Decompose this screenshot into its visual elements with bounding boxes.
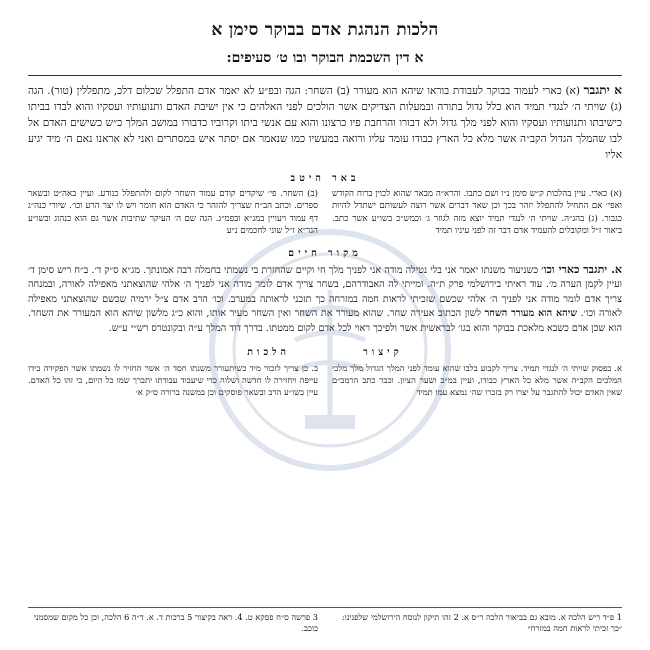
heading-halachot: הלכות — [247, 346, 291, 358]
beer-heitev-col-right: (א) כארי. עיין בהלכות ק״ש סימן נ״ו ושם כתבו. והרא״ה מבאר שהוא לכוין ברוח הקודש ואפי׳ אם התחיל להתפלל יזהר בכך וכן שאר דברים אשר רוצה לעשותם ישתדל להיות כגבור. (ג) בהג״ה. שויתי ה׳ לנגדי תמיד יוצא מזה לגוזר ג׳ וכמש״כ בשו״ע אשר כתב. ביאור ז״ל ומקובלים להעמיד אדם דבר זה לפני עיניו תמיד — [332, 189, 622, 237]
footnotes-col-left: 3 פרשה ס״ח פסקא ט. 4. ראה בקיצור 5 ברכות ד. א. ד״ה 6 הלכה, וכן כל מקום שמסמני כוכב. — [33, 612, 318, 633]
section-heading-halachot — [28, 347, 622, 358]
beer-heitev-col-left: (ב) השחר. פי׳ שיקדים קודם עמוד השחר לקום ולהתפלל כנודע. ועיין באה״ט ובשאר ספרים. וכתב הב״ח שצריך להזהר כי האדם הוא חומר ויש לו יצר הרע וכו׳. שיורי כנה״ג דף עמוד ויעויין במג״א ובפמ״ג. הגה שם ה׳ העיקר שתיבות אשר גם הוא כנהוג ובשו״ע הגר״א ז״ל שוני לחכמים נ״ע — [28, 189, 318, 237]
section-heading-beer-heitev: באר היטב — [290, 173, 360, 184]
mekor-chaim-sub-lead: שיהא הוא מעורר השחר — [484, 308, 578, 320]
mekor-chaim-sub-body: לשון הכתוב אעירה שחר. שהוא מעורר את השחר ואין השחר מעיר אותו, והוא כ״ג מלשון שיהא הוא המעורר את השחר. הוא שכן אדם כשבא מלאכת בבוקר והוא בגו׳ לבראשית אשר ולפיכך ראוי לכל אדם לקום ממטתו. בדרך דוד המלך ע״ה ובקונטרס רש״י ע״ש. — [28, 308, 622, 334]
section-heading-mekor-chaim: מקור חיים — [288, 247, 362, 259]
beer-heitev-columns — [28, 188, 622, 238]
chapter-title: הלכות הנהגת אדם בבוקר סימן א — [211, 20, 439, 40]
main-halacha-text — [28, 82, 622, 163]
divider — [28, 75, 622, 76]
main-lead-word: א יתגבר — [583, 83, 622, 97]
footnotes — [28, 607, 622, 634]
halachot-col-right: א. בפסוק שויתי ה׳ לנגדי תמיד. צריך לקבוע בלבו שהוא עומד לפני המלך הגדול מלך מלכי המלכים הקב״ה אשר מלא כל הארץ כבודו, ועיין במ״ב ושער הציון. וכבר כתב הרמב״ם שאין האדם יכול להתגבר על יצרו רק בזכרו שה׳ נמצא עמו תמיד — [332, 362, 622, 397]
mekor-chaim-text — [28, 263, 622, 337]
mekor-chaim-lead: א. יתגבר כארי וכו׳ — [541, 262, 622, 276]
halachot-columns — [28, 362, 622, 398]
section-subtitle: א דין השכמת הבוקר ובו ט׳ סעיפים: — [226, 50, 424, 66]
halachot-col-left: ב. כן צריך לזכור מיד כשיתעורר משנתו חסד ה׳ אשר החזיר לו נשמתו אשר הפקידה בידו עייפה ויחזירה לו חדשה ושלוה כדי שיעבוד עבודתו יתברך שמו כל היום, כי זהו כל האדם. עיין בשו״ע הרב ובשאר פוסקים וכן במשנה ברורה ס״ק א׳ — [28, 362, 318, 397]
footnotes-col-right: 1 פ״ד ריש הלכה א. מובא גם בביאור הלכה ר״ס א. 2 זהו תיקון לנוסח הירושלמי שלפנינו: ״כך זכיתי לראות חמה במזרח״ — [341, 612, 622, 633]
main-body: (א) כארי לעמוד בבוקר לעבודת בוראו שיהא הוא מעורר (ב) השחר: הגה ובפ״ע לא יאמר אדם התפלל שכלום דלכ, מתפללין (טור). הגה (ג) שויתי ה׳ לנגדי תמיד הוא כלל גדול בתורה ובמעלות הצדיקים אשר הולכים לפני האלהים כי אין ישיבת האדם ותנועותיו ועסקיו והוא לבדו בביתו כישיבתו ותנועותיו ועסקיו והוא לפני מלך גדול ולא דבורו והרחבת פיו כרצונו והוא עם אנשי ביתו וקרוביו כדבורו במושב המלך כ״ש כשישים האדם אל לבו שהמלך הגדול הקב״ה אשר מלא כל הארץ כבודו עומד עליו ורואה במעשיו כמו שנאמר אם יסתר איש במסתרים ואני לא אראנו נאם ה׳ מיד יגיע אליו — [28, 85, 622, 161]
heading-kitzur: קיצור — [363, 346, 403, 358]
document-page — [28, 14, 622, 640]
mekor-chaim-body: כשניעור משנתו יאמר אני בלי נטילה מודה אני לפניך מלך חי וקיים שהחזרת בי נשמתי בחמלה רבה אמונתך. מג״א ס״ק ד׳. ב״ח ריש סימן ד׳ ועיין לקמן הערה מ׳. עוד ראיתי בירושלמי פרק ת״ה. ומייתי לה האבודרהם, בשחר צריך אדם לומר מודה אני לפניך ה׳ אלהי שהוצאתני מאפילה לאורה, ובמנחה צריך אדם לומר מודה אני לפניך ה׳ אלהי שכשם שזכיתי לראות חמה במזרחה כך תזכני לראותה במערב. וכו׳ הרב אדם צ״ל ירמיה שכשם שהוצאתני מאפילה לאורה וכו׳. — [28, 264, 622, 320]
